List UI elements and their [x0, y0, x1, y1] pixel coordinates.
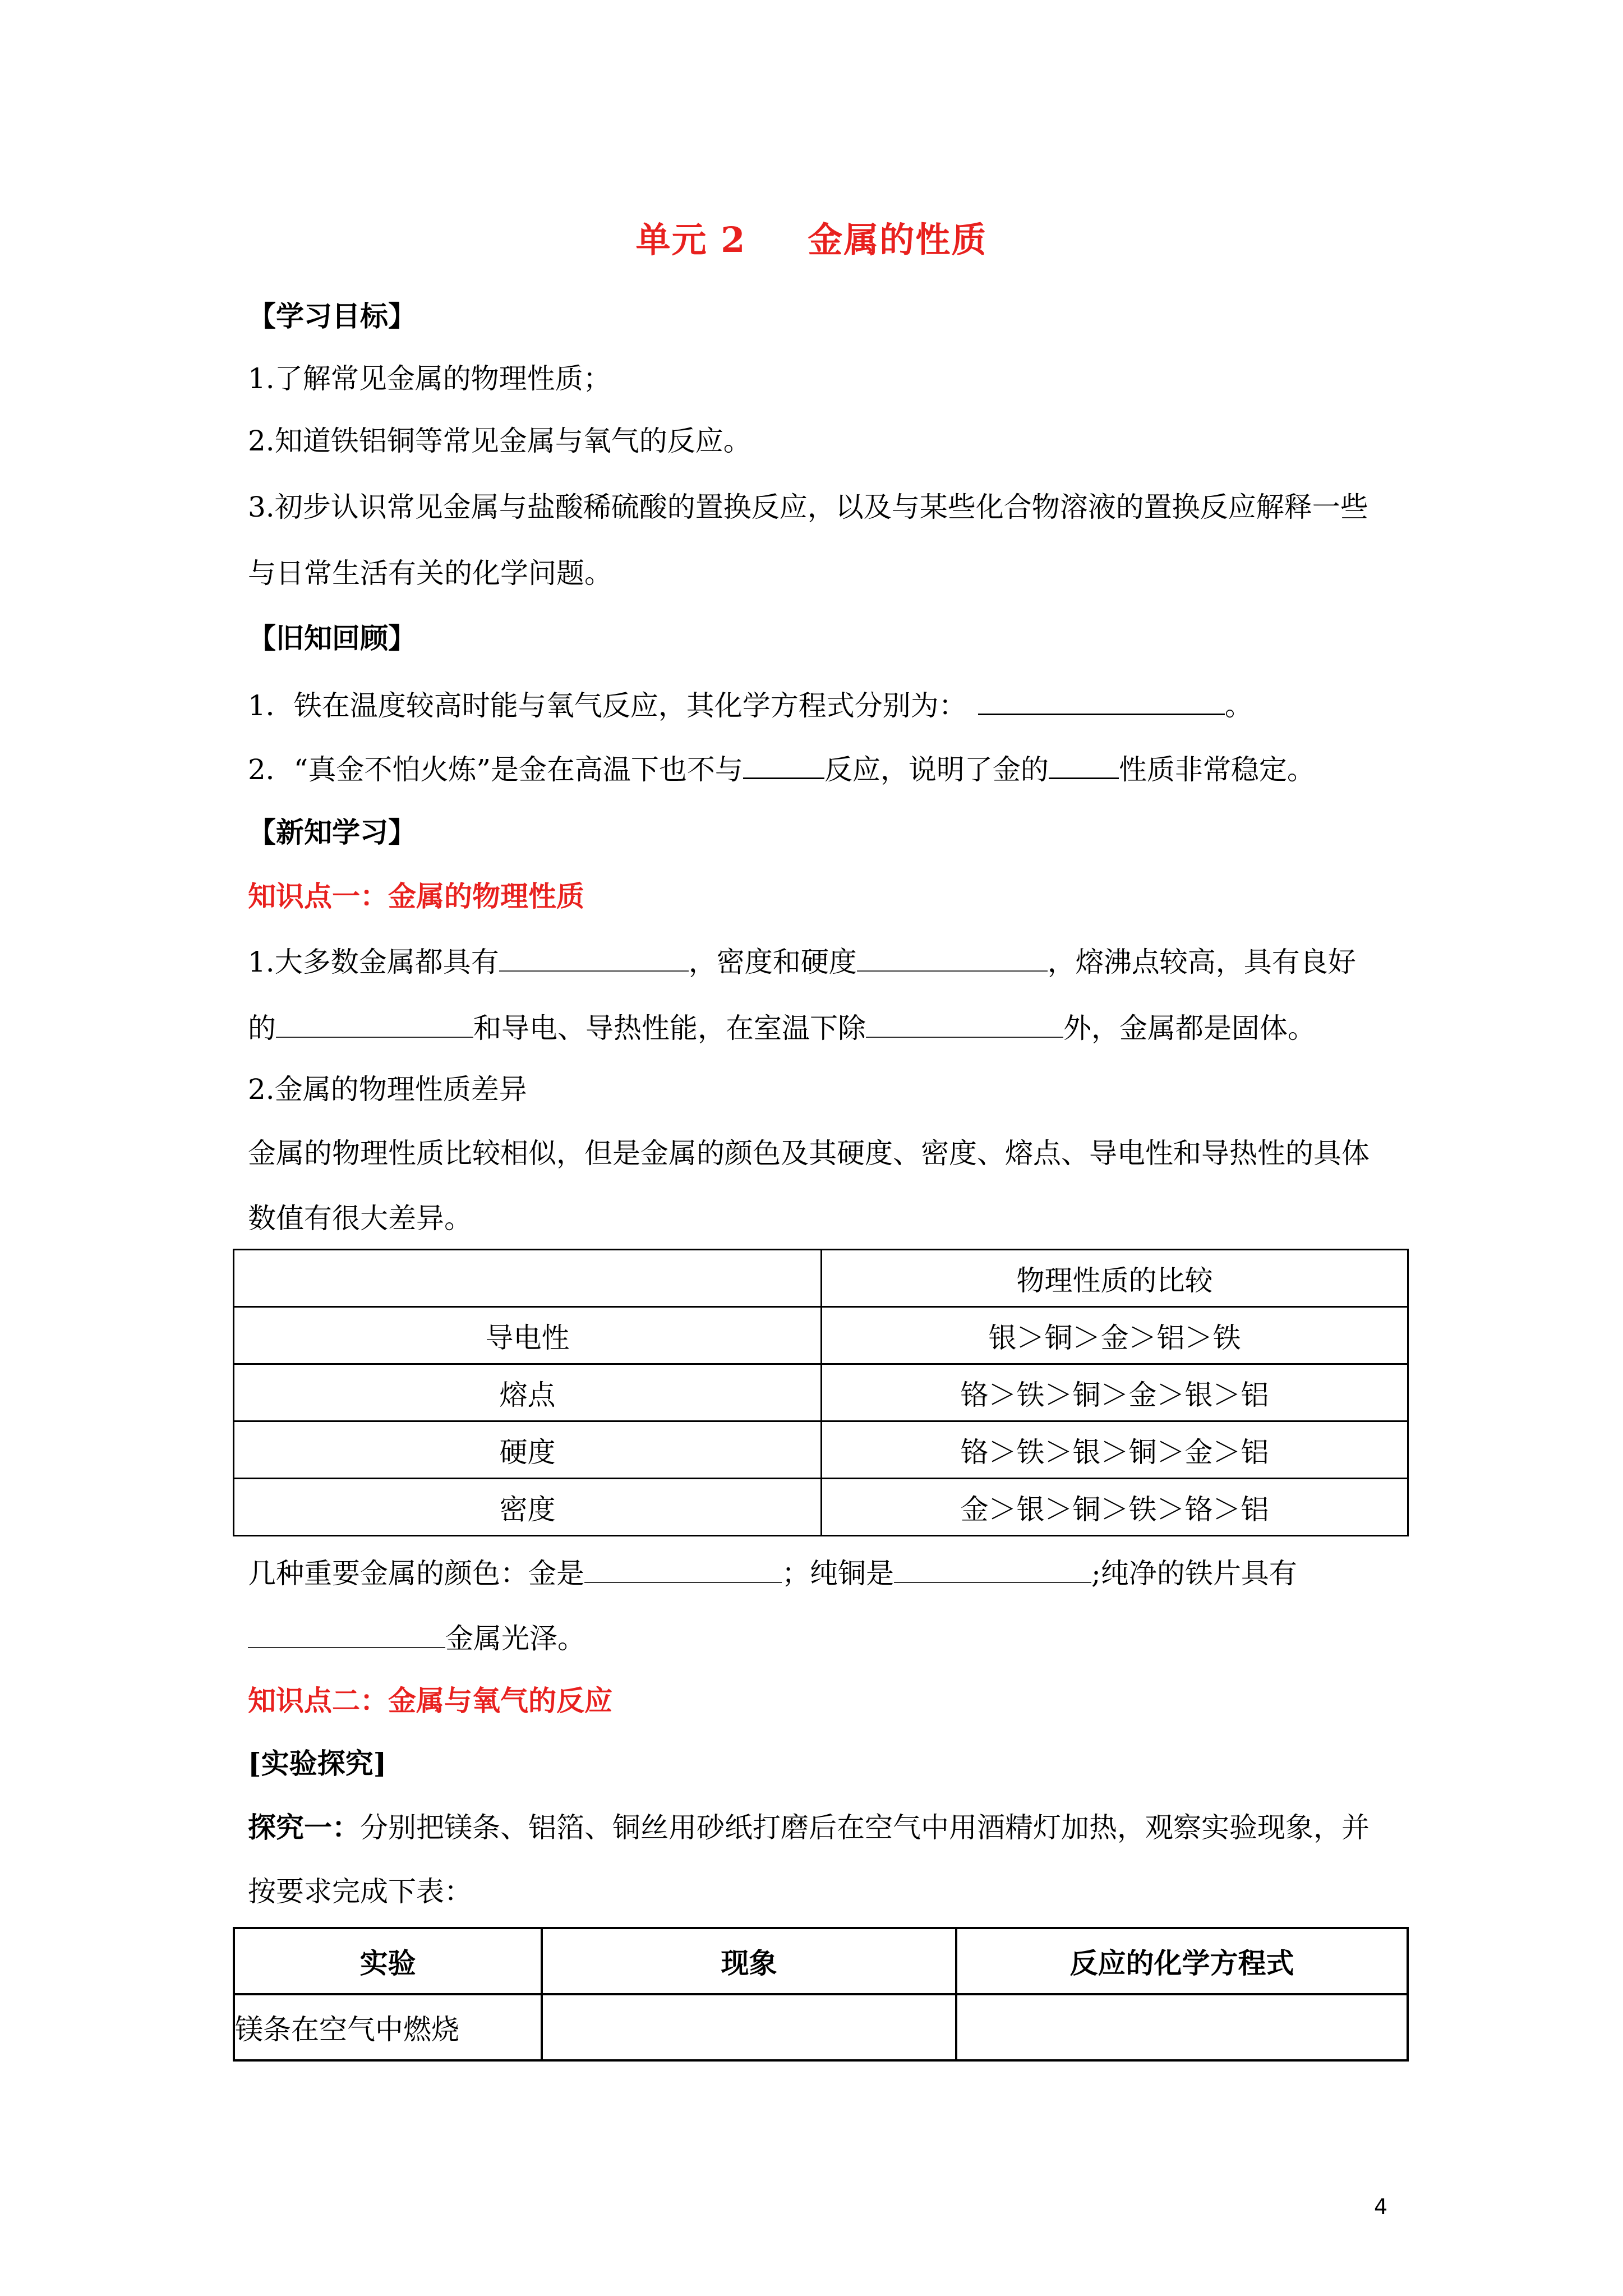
- answer-blank[interactable]: [1049, 751, 1119, 779]
- column-header-phenomenon: 现象: [542, 1928, 956, 1994]
- kp1-paragraph-3: 金属的物理性质比较相似，但是金属的颜色及其硬度、密度、熔点、导电性和导热性的具体: [248, 1137, 1370, 1170]
- goal-item-3-cont: 与日常生活有关的化学问题。: [248, 557, 612, 590]
- kp1-text-a: 1.大多数金属都具有: [248, 946, 499, 978]
- colors-text-b: ；纯铜是: [782, 1557, 894, 1590]
- kp1-text-b: ，密度和硬度: [688, 946, 857, 978]
- answer-blank[interactable]: [866, 1010, 1063, 1038]
- metal-colors-line-cont: [248, 1620, 585, 1655]
- review-question-2: [248, 751, 1315, 786]
- answer-blank[interactable]: [499, 944, 689, 972]
- kp1-paragraph-1: [248, 944, 1356, 979]
- inquiry-label: 探究一：: [248, 1811, 360, 1844]
- answer-blank[interactable]: [857, 944, 1048, 972]
- answer-blank[interactable]: [248, 1620, 445, 1648]
- goal-item-2: 2.知道铁铝铜等常见金属与氧气的反应。: [248, 425, 751, 457]
- kp1-paragraph-1-cont: [248, 1010, 1316, 1045]
- column-header-experiment: 实验: [234, 1928, 542, 1994]
- kp1-paragraph-2: 2.金属的物理性质差异: [248, 1073, 527, 1106]
- inquiry-1: [248, 1811, 1370, 1844]
- answer-blank[interactable]: [276, 1010, 473, 1038]
- review-q2-text: 2．“真金不怕火炼”是金在高温下也不与: [248, 753, 743, 786]
- experiment-table: [233, 1927, 1409, 2062]
- review-q2-end: 性质非常稳定。: [1118, 753, 1315, 786]
- experiment-name: 镁条在空气中燃烧: [234, 1994, 542, 2060]
- goal-item-1: 1.了解常见金属的物理性质；: [248, 362, 611, 395]
- inquiry-1-cont: 按要求完成下表：: [248, 1875, 472, 1908]
- answer-blank[interactable]: [584, 1555, 782, 1583]
- review-question-1: [248, 687, 1253, 723]
- property-ranking: 金＞银＞铜＞铁＞铬＞铝: [822, 1479, 1408, 1536]
- kp1-paragraph-3-cont: 数值有很大差异。: [248, 1202, 472, 1235]
- table-row: [234, 1994, 1408, 2060]
- table-row: [234, 1421, 1408, 1479]
- table-row: [234, 1364, 1408, 1421]
- new-study-heading: 【新知学习】: [248, 816, 416, 849]
- colors-text-c: ;纯净的铁片具有: [1091, 1557, 1297, 1590]
- kp1-text-d: 的: [248, 1012, 276, 1045]
- review-heading: 【旧知回顾】: [248, 622, 416, 655]
- title-topic: 金属的性质: [808, 219, 988, 260]
- column-header-equation: 反应的化学方程式: [956, 1928, 1408, 1994]
- answer-blank[interactable]: [894, 1555, 1091, 1583]
- table-header-cell: 物理性质的比较: [822, 1250, 1408, 1307]
- property-name: 熔点: [234, 1364, 822, 1421]
- kp1-text-c: ，熔沸点较高，具有良好: [1047, 946, 1356, 978]
- goal-item-3: 3.初步认识常见金属与盐酸稀硫酸的置换反应，以及与某些化合物溶液的置换反应解释一些: [248, 491, 1368, 523]
- property-ranking: 银＞铜＞金＞铝＞铁: [822, 1307, 1408, 1364]
- answer-blank[interactable]: [978, 687, 1225, 715]
- property-ranking: 铬＞铁＞银＞铜＞金＞铝: [822, 1421, 1408, 1479]
- page-title: [0, 212, 1623, 262]
- kp1-text-f: 外，金属都是固体。: [1063, 1012, 1316, 1045]
- property-name: 导电性: [234, 1307, 822, 1364]
- knowledge-point-1: 知识点一：金属的物理性质: [248, 880, 584, 913]
- table-header-row: [234, 1928, 1408, 1994]
- kp1-text-e: 和导电、导热性能，在室温下除: [473, 1012, 866, 1045]
- inquiry-text: 分别把镁条、铝箔、铜丝用砂纸打磨后在空气中用酒精灯加热，观察实验现象，并: [360, 1811, 1370, 1844]
- property-name: 密度: [234, 1479, 822, 1536]
- table-row: [234, 1479, 1408, 1536]
- physical-properties-table: [233, 1249, 1409, 1536]
- experiment-heading: [实验探究]: [248, 1747, 387, 1780]
- property-ranking: 铬＞铁＞铜＞金＞银＞铝: [822, 1364, 1408, 1421]
- goals-heading: 【学习目标】: [248, 300, 416, 333]
- table-header-cell: [234, 1250, 822, 1307]
- equation-cell[interactable]: [956, 1994, 1408, 2060]
- phenomenon-cell[interactable]: [542, 1994, 956, 2060]
- review-q2-mid: 反应，说明了金的: [824, 753, 1049, 786]
- colors-text-a: 几种重要金属的颜色：金是: [248, 1557, 584, 1590]
- table-header-row: [234, 1250, 1408, 1307]
- table-row: [234, 1307, 1408, 1364]
- metal-colors-line: [248, 1555, 1297, 1590]
- property-name: 硬度: [234, 1421, 822, 1479]
- page-number: 4: [1374, 2194, 1388, 2219]
- title-unit: 单元 2: [635, 219, 746, 260]
- review-q1-end: 。: [1224, 689, 1253, 722]
- answer-blank[interactable]: [743, 751, 824, 779]
- review-q1-text: 1．铁在温度较高时能与氧气反应，其化学方程式分别为：: [248, 689, 967, 722]
- knowledge-point-2: 知识点二：金属与氧气的反应: [248, 1684, 612, 1717]
- colors-text-d: 金属光泽。: [445, 1622, 585, 1655]
